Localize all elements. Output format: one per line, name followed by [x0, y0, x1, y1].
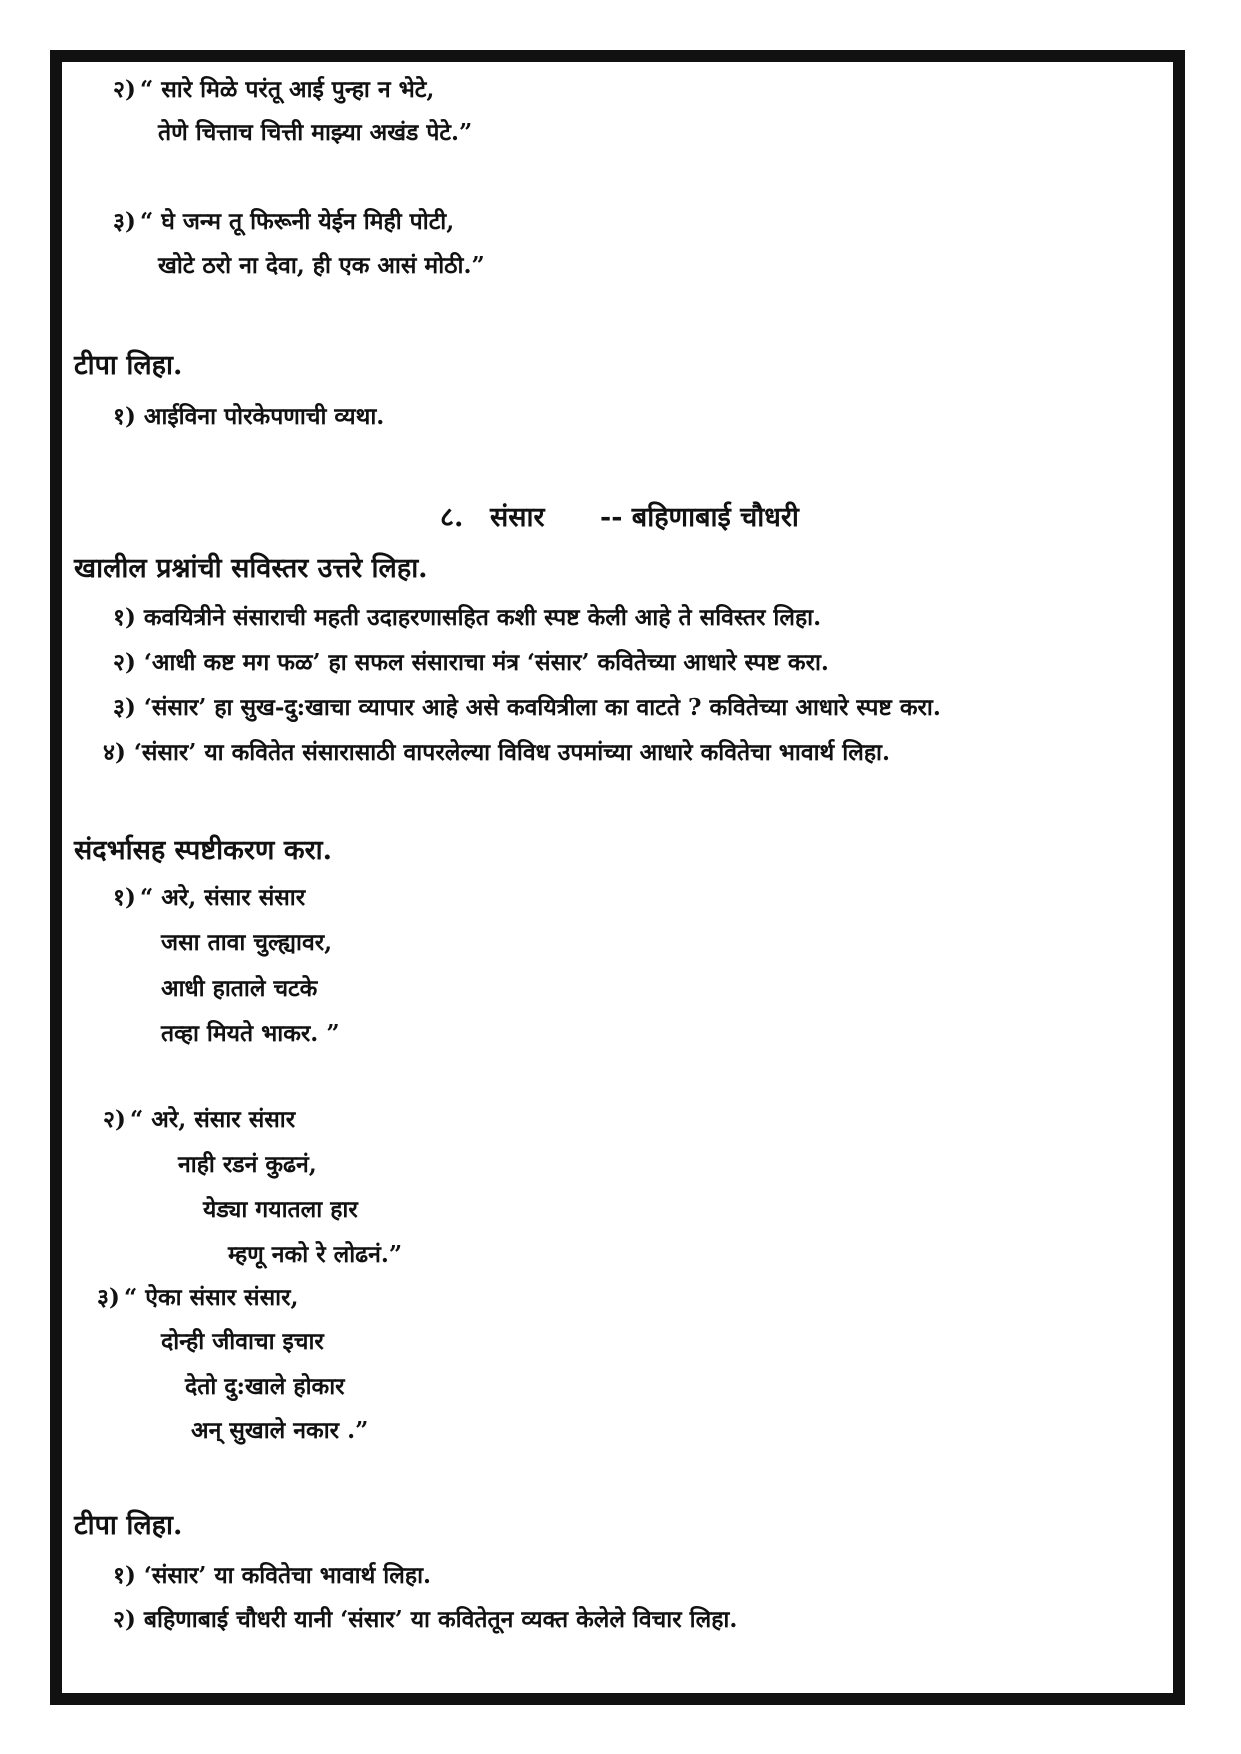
- section-heading: टीपा लिहा.: [74, 1510, 183, 1541]
- quote-number: २): [113, 76, 136, 103]
- poem-line: अन् सुखाले नकार .”: [191, 1417, 369, 1444]
- poem-line: तव्हा मियते भाकर. ”: [161, 1020, 340, 1047]
- section-heading: टीपा लिहा.: [74, 350, 183, 381]
- poem-line: म्हणू नको रे लोढनं.”: [228, 1241, 403, 1268]
- list-item: ४) ‘संसार’ या कवितेत संसारासाठी वापरलेल्या विविध उपमांच्या आधारे कवितेचा भावार्थ लिहा.: [103, 739, 890, 766]
- quote-number: ३): [97, 1284, 120, 1311]
- section-heading: खालील प्रश्नांची सविस्तर उत्तरे लिहा.: [74, 553, 428, 584]
- lesson-title: संसार: [490, 502, 545, 533]
- list-item: २) बहिणाबाई चौधरी यानी ‘संसार’ या कवितेतून व्यक्त केलेले विचार लिहा.: [113, 1606, 738, 1633]
- poem-line: दोन्ही जीवाचा इचार: [161, 1328, 324, 1355]
- poem-line: नाही रडनं कुढनं,: [178, 1151, 317, 1178]
- list-item: ३) ‘संसार’ हा सुख-दु:खाचा व्यापार आहे असे कवयित्रीला का वाटते ? कवितेच्या आधारे स्पष्ट करा.: [113, 694, 941, 721]
- poem-line: “ अरे, संसार संसार: [140, 884, 306, 911]
- quote-number: ३): [113, 208, 136, 235]
- list-item: १) ‘संसार’ या कवितेचा भावार्थ लिहा.: [113, 1562, 432, 1589]
- list-item: २) ‘आधी कष्ट मग फळ’ हा सफल संसाराचा मंत्र ‘संसार’ कवितेच्या आधारे स्पष्ट करा.: [113, 649, 829, 676]
- quote-number: २): [103, 1106, 126, 1133]
- lesson-author: -- बहिणाबाई चौधरी: [600, 502, 799, 533]
- page-border: [50, 50, 1185, 1705]
- quote-line: “ सारे मिळे परंतू आई पुन्हा न भेटे,: [140, 76, 435, 103]
- quote-line: “ घे जन्म तू फिरूनी येईन मिही पोटी,: [140, 208, 455, 235]
- poem-line: देतो दु:खाले होकार: [185, 1373, 345, 1400]
- lesson-number: ८.: [440, 502, 464, 533]
- list-item: १) आईविना पोरकेपणाची व्यथा.: [113, 403, 385, 430]
- quote-line: तेणे चित्ताच चित्ती माझ्या अखंड पेटे.”: [158, 119, 473, 146]
- poem-line: येड्या गयातला हार: [203, 1196, 358, 1223]
- quote-line: खोटे ठरो ना देवा, ही एक आसं मोठी.”: [158, 252, 485, 279]
- poem-line: “ ऐका संसार संसार,: [124, 1284, 299, 1311]
- quote-number: १): [113, 884, 136, 911]
- list-item: १) कवयित्रीने संसाराची महती उदाहरणासहित कशी स्पष्ट केली आहे ते सविस्तर लिहा.: [113, 604, 822, 631]
- poem-line: आधी हाताले चटके: [161, 975, 318, 1002]
- section-heading: संदर्भासह स्पष्टीकरण करा.: [74, 835, 333, 866]
- poem-line: “ अरे, संसार संसार: [130, 1106, 296, 1133]
- poem-line: जसा तावा चुल्ह्यावर,: [161, 929, 333, 956]
